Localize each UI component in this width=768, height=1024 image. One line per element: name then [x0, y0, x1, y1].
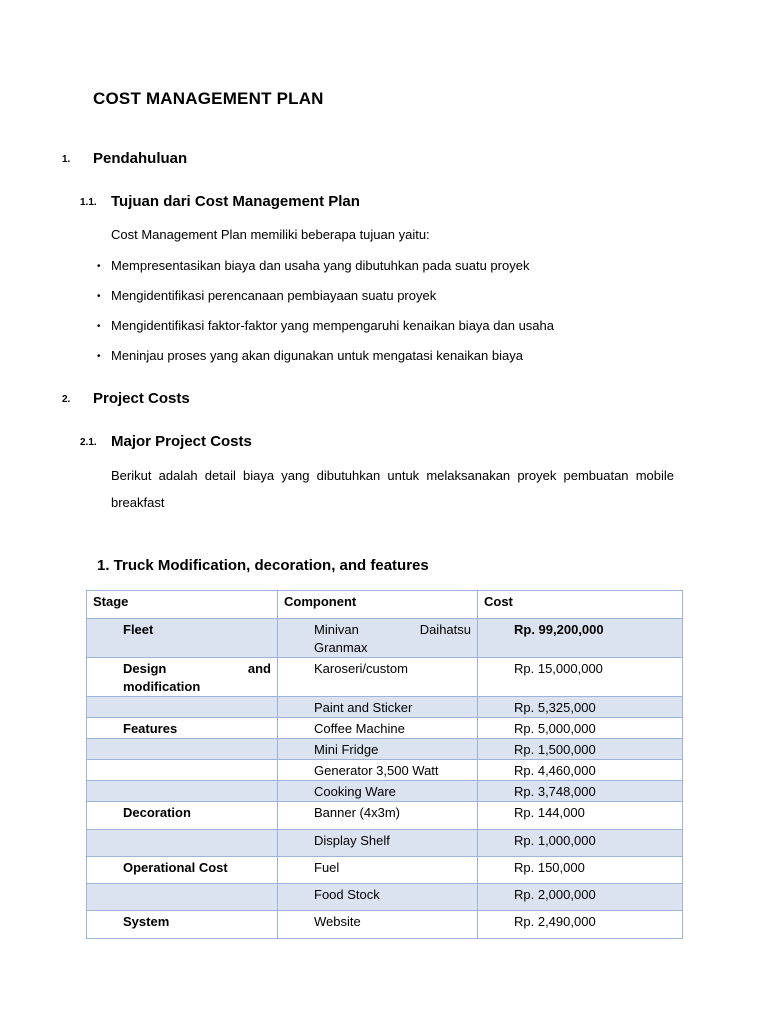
component-cell: Cooking Ware — [278, 781, 478, 802]
component-text: Daihatsu — [419, 622, 471, 637]
stage-cell: Features — [87, 718, 278, 739]
component-cell: Food Stock — [278, 884, 478, 911]
cost-cell: Rp. 5,000,000 — [478, 718, 683, 739]
cost-cell: Rp. 144,000 — [478, 802, 683, 830]
header-component: Component — [278, 591, 478, 619]
component-cell — [278, 619, 478, 658]
table-row — [87, 830, 683, 857]
cost-cell: Rp. 15,000,000 — [478, 658, 683, 697]
cost-cell: Rp. 5,325,000 — [478, 697, 683, 718]
table-row — [87, 718, 683, 739]
bullet-icon: • — [97, 291, 101, 302]
stage-text: and — [247, 661, 271, 676]
header-cost: Cost — [478, 591, 683, 619]
table-row — [87, 884, 683, 911]
bullet-item: Mengidentifikasi perencanaan pembiayaan suatu proyek — [111, 288, 437, 303]
table-row — [87, 739, 683, 760]
table-row — [87, 802, 683, 830]
stage-cell — [87, 658, 278, 697]
cost-cell: Rp. 150,000 — [478, 857, 683, 884]
cost-cell: Rp. 2,490,000 — [478, 911, 683, 939]
bullet-item: Mengidentifikasi faktor-faktor yang mempengaruhi kenaikan biaya dan usaha — [111, 318, 554, 333]
component-cell: Fuel — [278, 857, 478, 884]
document-title: COST MANAGEMENT PLAN — [93, 89, 324, 108]
bullet-item: Meninjau proses yang akan digunakan untuk mengatasi kenaikan biaya — [111, 348, 523, 363]
component-cell: Generator 3,500 Watt — [278, 760, 478, 781]
component-text: Granmax — [314, 640, 368, 655]
table-heading: 1. Truck Modification, decoration, and features — [97, 557, 429, 574]
subsection-title: Major Project Costs — [111, 433, 252, 450]
stage-cell — [87, 739, 278, 760]
section-number: 1. — [62, 154, 71, 165]
section-title: Pendahuluan — [93, 150, 188, 167]
component-cell: Banner (4x3m) — [278, 802, 478, 830]
bullet-icon: • — [97, 321, 101, 332]
cost-cell: Rp. 2,000,000 — [478, 884, 683, 911]
cost-cell: Rp. 1,500,000 — [478, 739, 683, 760]
section-title: Project Costs — [93, 390, 190, 407]
table-header-row — [87, 591, 683, 619]
stage-cell: System — [87, 911, 278, 939]
stage-cell — [87, 781, 278, 802]
table-row — [87, 781, 683, 802]
stage-cell: Decoration — [87, 802, 278, 830]
subsection-number: 1.1. — [80, 197, 97, 208]
component-cell: Coffee Machine — [278, 718, 478, 739]
table-row — [87, 911, 683, 939]
stage-cell — [87, 697, 278, 718]
stage-cell: Fleet — [87, 619, 278, 658]
table-row — [87, 760, 683, 781]
cost-table — [86, 590, 683, 939]
table-row — [87, 857, 683, 884]
table-row — [87, 697, 683, 718]
subsection-title: Tujuan dari Cost Management Plan — [111, 193, 360, 210]
component-cell: Mini Fridge — [278, 739, 478, 760]
component-cell: Karoseri/custom — [278, 658, 478, 697]
bullet-icon: • — [97, 351, 101, 362]
intro-text: Cost Management Plan memiliki beberapa tujuan yaitu: — [111, 227, 430, 242]
cost-cell: Rp. 3,748,000 — [478, 781, 683, 802]
section-number: 2. — [62, 394, 71, 405]
stage-cell — [87, 830, 278, 857]
bullet-icon: • — [97, 261, 101, 272]
bullet-item: Mempresentasikan biaya dan usaha yang dibutuhkan pada suatu proyek — [111, 258, 530, 273]
stage-cell — [87, 760, 278, 781]
cost-cell: Rp. 99,200,000 — [478, 619, 683, 658]
table-row — [87, 658, 683, 697]
description-paragraph: Berikut adalah detail biaya yang dibutuhkan untuk melaksanakan proyek pembuatan mobile breakfast — [111, 468, 674, 510]
component-cell: Display Shelf — [278, 830, 478, 857]
subsection-number: 2.1. — [80, 437, 97, 448]
component-text: Minivan — [314, 622, 359, 637]
component-cell: Paint and Sticker — [278, 697, 478, 718]
stage-cell: Operational Cost — [87, 857, 278, 884]
table-row — [87, 619, 683, 658]
component-cell: Website — [278, 911, 478, 939]
header-stage: Stage — [87, 591, 278, 619]
cost-cell: Rp. 1,000,000 — [478, 830, 683, 857]
cost-cell: Rp. 4,460,000 — [478, 760, 683, 781]
stage-text: modification — [123, 679, 201, 694]
stage-text: Design — [123, 661, 167, 676]
stage-cell — [87, 884, 278, 911]
